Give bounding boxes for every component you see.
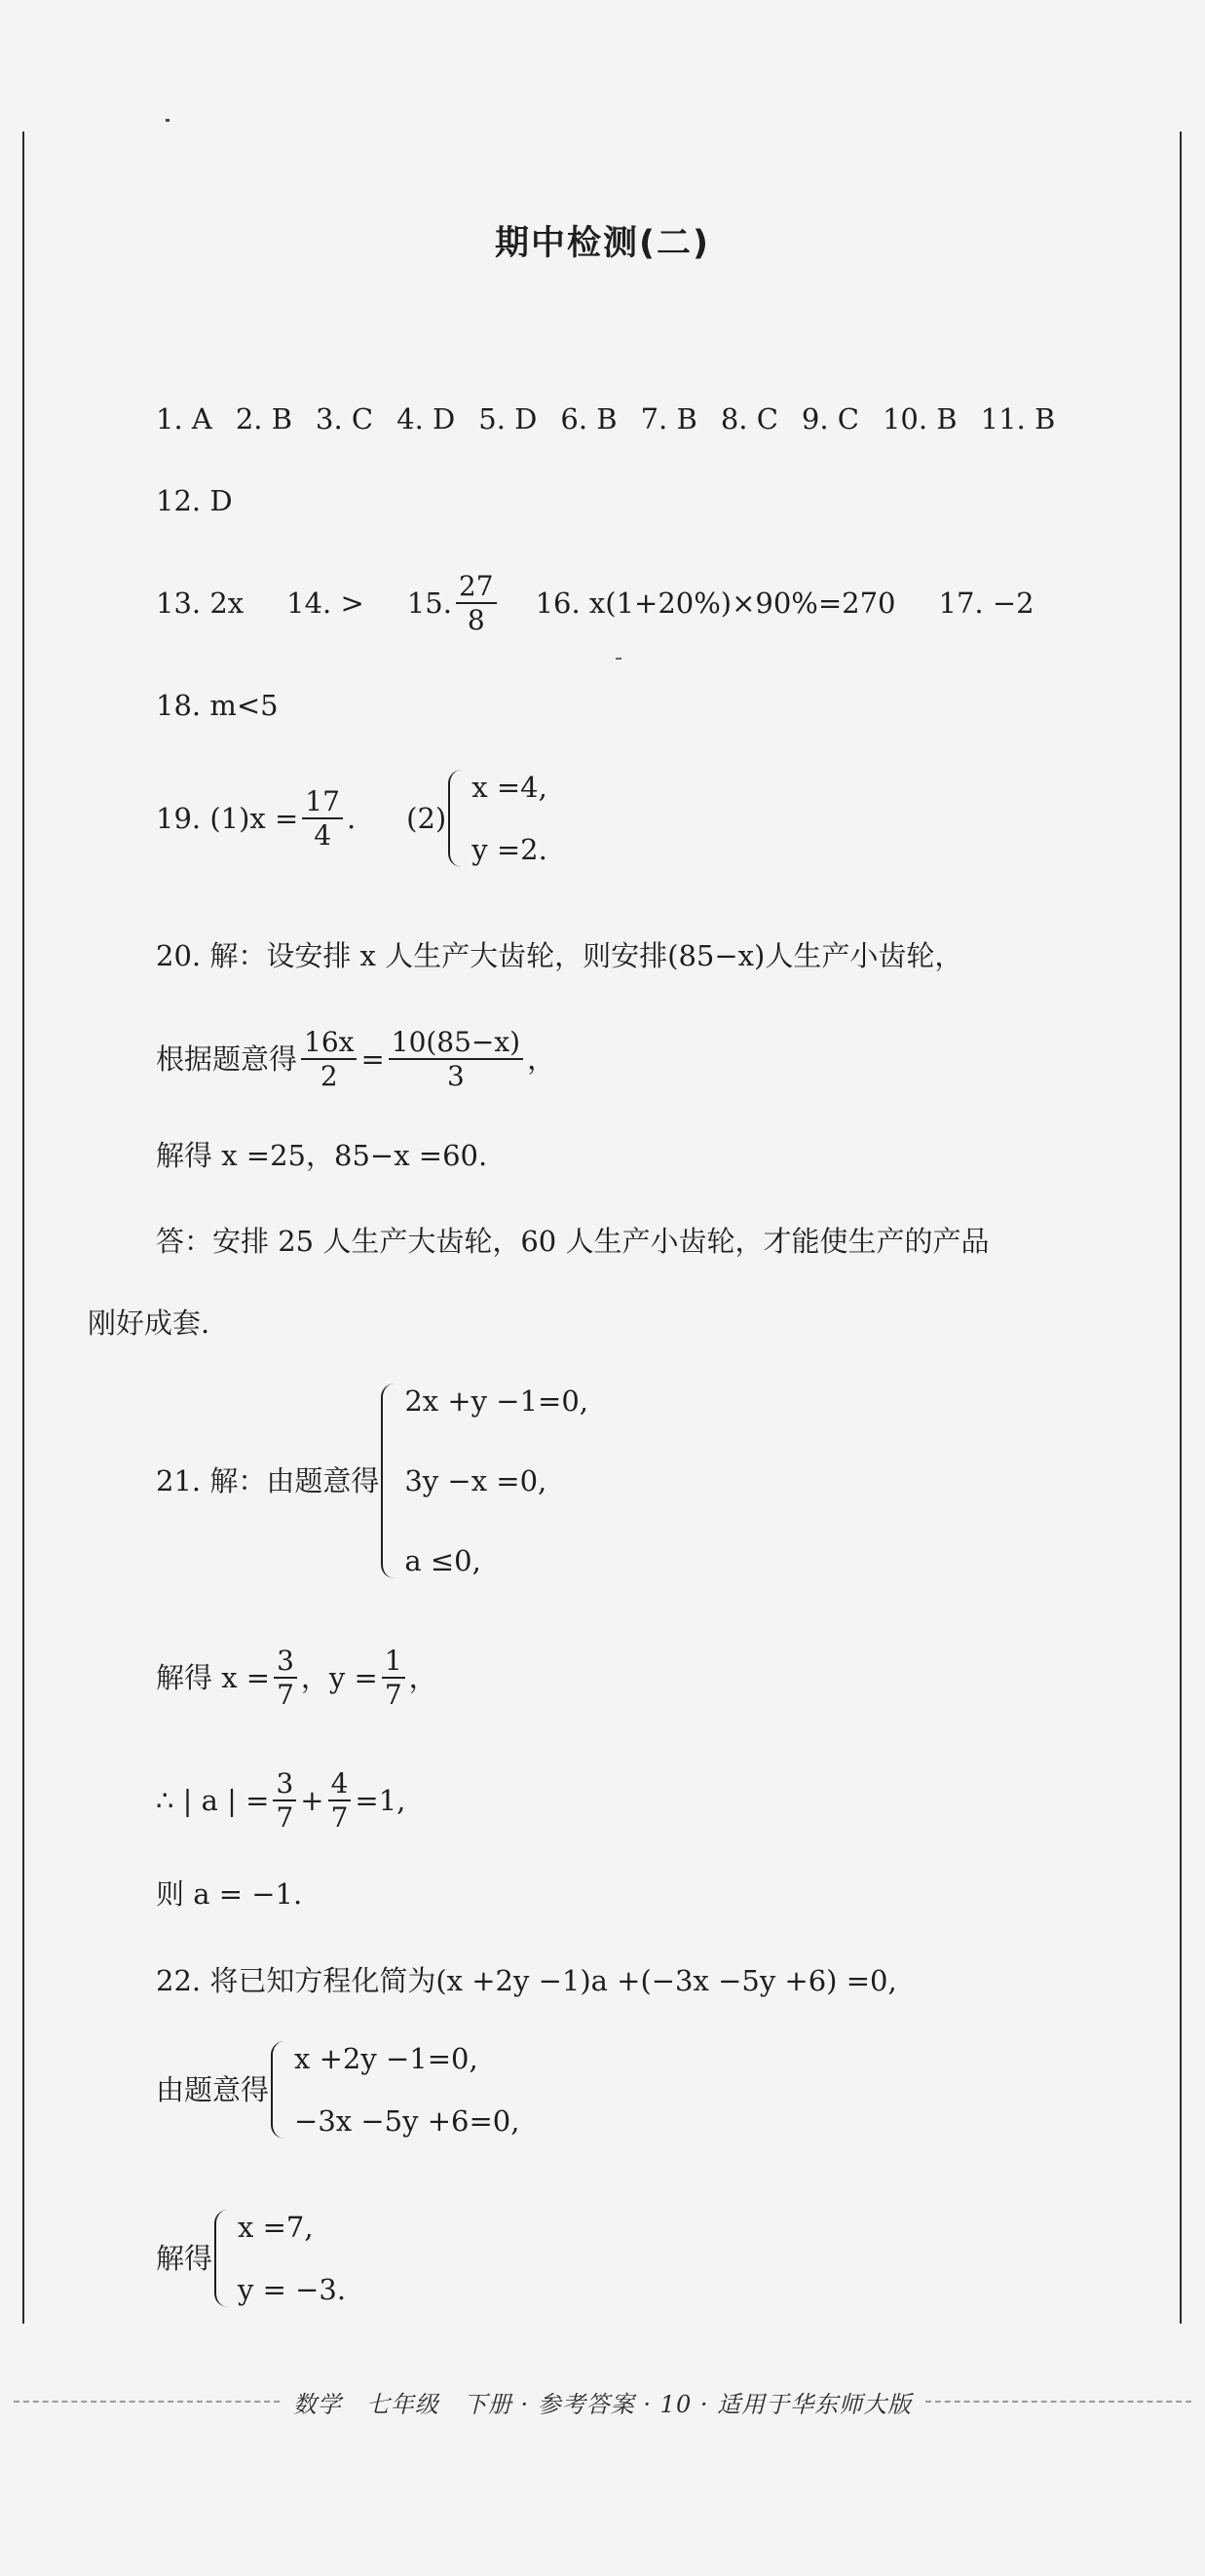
answer-20-line-4 [156, 1224, 989, 1259]
answer-22-line-2 [156, 2041, 519, 2139]
answer-13: 13. 2x [156, 587, 245, 621]
answer-22-line-1 [156, 1963, 897, 1998]
fraction [273, 1769, 296, 1833]
answer-6: 6. B [560, 402, 618, 436]
fraction-numerator: 16x [301, 1028, 357, 1060]
ink-dot [166, 119, 169, 122]
answer-21 [156, 1383, 588, 1578]
equals-sign: = [360, 1042, 385, 1077]
answer-8: 8. C [720, 402, 778, 436]
right-margin-rule [1180, 132, 1182, 2324]
answer-20-line-5 [88, 1306, 209, 1341]
system-row: 3y −x =0, [404, 1464, 547, 1497]
fraction [301, 1028, 357, 1091]
paragraph-text: 解得 x =25，85−x =60. [156, 1139, 488, 1172]
answer-2: 2. B [235, 402, 293, 436]
answer-21-line-2 [156, 1647, 437, 1710]
fraction-denominator: 7 [276, 1801, 294, 1835]
paragraph-text: 则 a = −1. [156, 1877, 303, 1911]
page-footer [0, 2382, 1205, 2421]
answer-20-line-3 [156, 1138, 487, 1173]
answer-4: 4. D [396, 402, 456, 436]
footer-rule-right [925, 2401, 1191, 2403]
paragraph-text: ，y = [300, 1661, 378, 1695]
fraction-denominator: 7 [330, 1801, 349, 1835]
system-row: x =4, [471, 771, 547, 804]
fraction-numerator: 3 [274, 1647, 297, 1679]
plus-sign: + [300, 1784, 324, 1818]
fraction [328, 1769, 352, 1833]
answer-21-line-3 [156, 1769, 405, 1833]
answer-19-period: . [346, 802, 357, 835]
fraction [382, 1647, 405, 1710]
answer-9: 9. C [801, 402, 859, 436]
answer-18 [156, 688, 279, 723]
answer-17: 17. −2 [938, 587, 1035, 621]
equation-system [381, 1383, 588, 1578]
system-row: x +2y −1=0, [294, 2042, 478, 2075]
equation-system [271, 2041, 519, 2139]
paragraph-text: ， [408, 1661, 437, 1695]
brace-icon [448, 770, 466, 867]
footer-rule-left [14, 2401, 280, 2403]
brace-icon [214, 2210, 232, 2307]
fraction-numerator: 1 [382, 1647, 405, 1679]
paragraph-text: ， [527, 1042, 556, 1077]
answer-15-label: 15. [406, 587, 452, 621]
answer-21-line-4 [156, 1876, 302, 1912]
paragraph-text: 根据题意得 [156, 1042, 298, 1077]
answer-19-fraction [302, 784, 343, 852]
system-row: y =2. [471, 833, 547, 866]
answer-19 [156, 770, 547, 867]
answers-row-3 [156, 572, 1035, 635]
fraction-denominator: 8 [467, 604, 485, 637]
paragraph-text: ∴ | a | = [156, 1784, 270, 1818]
answer-20-line-1 [156, 938, 962, 973]
equation-system [448, 770, 547, 867]
paragraph-text: 刚好成套. [88, 1307, 210, 1340]
answer-22-line-3 [156, 2210, 346, 2307]
paragraph-text: =1, [355, 1784, 406, 1818]
page-title: 期中检测(二) [495, 224, 710, 263]
answer-19-part1-label: 19. (1)x = [156, 802, 299, 835]
system-row: a ≤0, [404, 1544, 481, 1577]
answers-row-1 [156, 401, 1055, 436]
paragraph-text: 解得 x = [156, 1661, 271, 1695]
answer-14: 14. > [286, 587, 364, 621]
fraction-denominator: 7 [384, 1679, 402, 1712]
answer-3: 3. C [316, 402, 374, 436]
paragraph-text: 20. 解：设安排 x 人生产大齿轮，则安排(85−x)人生产小齿轮， [156, 939, 963, 972]
fraction-denominator: 7 [277, 1679, 294, 1712]
answer-12: 12. D [156, 484, 233, 517]
answer-7: 7. B [640, 402, 697, 436]
paragraph-text: 21. 解：由题意得 [156, 1464, 380, 1497]
system-row: y = −3. [238, 2273, 347, 2306]
ink-mark [616, 658, 621, 660]
system-row: 2x +y −1=0, [404, 1384, 588, 1418]
fraction-denominator: 4 [314, 819, 332, 852]
system-row: x =7, [238, 2211, 314, 2244]
equation-system [214, 2210, 346, 2307]
system-row: −3x −5y +6=0, [294, 2104, 520, 2138]
paragraph-text: 22. 将已知方程化简为(x +2y −1)a +(−3x −5y +6) =0, [156, 1964, 897, 1997]
fraction-numerator: 27 [456, 572, 497, 604]
answer-5: 5. D [478, 402, 538, 436]
left-margin-rule [22, 132, 24, 2324]
answer-20-line-2 [156, 1028, 555, 1091]
answers-row-2 [156, 483, 233, 518]
answer-10: 10. B [882, 402, 958, 436]
paragraph-text: 由题意得 [156, 2073, 270, 2106]
fraction-numerator: 3 [273, 1769, 296, 1801]
footer-text: 数学 七年级 下册 · 参考答案 · 10 · 适用于华东师大版 [292, 2390, 913, 2418]
answer-11: 11. B [980, 402, 1056, 436]
answer-1: 1. A [156, 402, 212, 436]
brace-icon [381, 1383, 398, 1578]
fraction-numerator: 17 [302, 787, 343, 819]
brace-icon [271, 2041, 288, 2139]
fraction-numerator: 10(85−x) [389, 1028, 523, 1060]
answer-19-part2-label: (2) [406, 802, 447, 835]
paragraph-text: 答：安排 25 人生产大齿轮，60 人生产小齿轮，才能使生产的产品 [156, 1225, 990, 1258]
answer-16: 16. x(1+20%)×90%=270 [535, 587, 896, 621]
fraction [389, 1028, 523, 1091]
answer-15-fraction [456, 572, 497, 635]
fraction-denominator: 2 [320, 1060, 338, 1093]
fraction-numerator: 4 [328, 1769, 352, 1801]
answer-18-text: 18. m<5 [156, 689, 279, 722]
fraction-denominator: 3 [447, 1060, 465, 1093]
fraction [274, 1647, 297, 1710]
paragraph-text: 解得 [156, 2242, 213, 2275]
